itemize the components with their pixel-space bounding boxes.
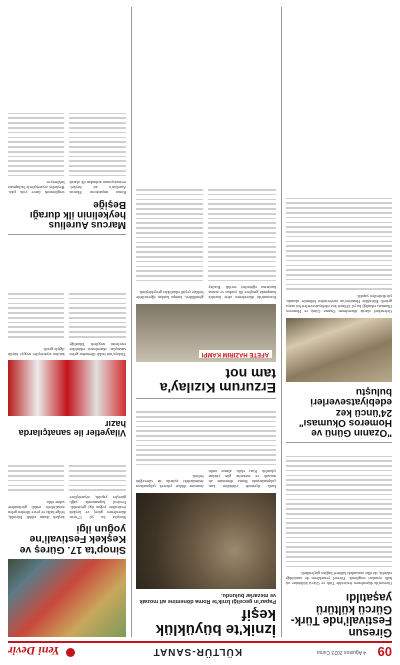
column-divider xyxy=(286,442,392,443)
masthead xyxy=(8,641,392,659)
article-marcus xyxy=(8,110,126,230)
article-divider xyxy=(136,398,276,399)
article-homeros xyxy=(286,194,392,437)
article-giresun xyxy=(286,452,392,637)
article-vilayet xyxy=(8,290,126,437)
photo-iznik xyxy=(136,493,276,589)
article-divider-right xyxy=(8,234,126,235)
brand-name: Yeni Devir xyxy=(8,644,60,658)
body-iznik: İznik ilçesinde yürütülen kazı çalışmalarında Roma dönemine ait mozaik ve mezarlar gün yüzüne çıkarıldı. Kazı ekibi, alanın tarihi önemine dikkat çekerek çalışmaların önümüzdeki aylarda da süreceğini belirtti. xyxy=(136,469,276,490)
body-homeros: Geleneksel olarak düzenlenen Ozanın Günü ve Homeros Okuması etkinliği bu yıl 24'üncü kez edebiyatseverleri bir araya getirdi. Etkinlikte Homeros'un eserlerinden bölümler okundu, şiir dinletileri yapıldı. xyxy=(286,294,392,315)
body-vilayet: Türkiye'nin farklı illerinden gelen sanatçılar, düzenlenen etkinlikte eserlerini sergiledi. Etkinliğe katılan ziyaretçiler sergiyi büyük ilgiyle gezdi. xyxy=(8,341,126,357)
brand-logo-icon xyxy=(66,648,75,657)
page-number: 09 xyxy=(377,644,392,659)
body-erzurum: Erzurum'da düzenlenen afete hazırlık kampında gençlere ilk yardım ve arama kurtarma eğitimleri verildi. Kızılay gönüllüleri, kampa katılan öğrencilerle birlikte çeşitli etkinlikler gerçekleştirdi. xyxy=(136,285,276,301)
column-divider-vertical-2 xyxy=(131,7,132,637)
column-divider-vertical xyxy=(281,7,282,637)
publication-date: 4 Ağustos 2023 Cuma xyxy=(316,649,366,655)
headline-homeros: "Ozanın Günü ve Homeros Okuması" 24'üncü kez edebiyatseverleri buluştu xyxy=(298,386,392,438)
body-marcus: Roma imparatoru Marcus Aurelius'a ait heykel, restorasyonun ardından ilk olarak sergilenmek üzere yola çıktı. Heykelin ziyaretçilerle buluşması bekleniyor. xyxy=(8,180,126,196)
article-sinop xyxy=(8,462,126,637)
article-erzurum xyxy=(136,186,276,395)
headline-iznik: İznik'te büyüklük keşif xyxy=(155,605,276,638)
article-iznik xyxy=(136,408,276,637)
headline-erzurum: Erzurum Kızılay'a tam not xyxy=(159,365,276,396)
headline-sinop: Sinop'ta 17. Güreş ve Keşkek Festivali'ne yoğun ilgi xyxy=(19,522,126,556)
photo-sinop xyxy=(8,559,126,637)
photo-erzurum xyxy=(136,304,276,362)
headline-giresun: Giresun Festivali'nde Türk-Gürcü kültürü yaşatıldı xyxy=(290,590,392,638)
photo-vilayet xyxy=(8,360,126,416)
section-title: KÜLTÜR-SANAT xyxy=(152,646,242,657)
body-giresun: Giresun'da düzenlenen festivalde Türk ve Gürcü kültürüne ait halk oyunları sergilendi. Yöresel yemeklerin de tanıtıldığı etkinlik, iki ülke arasındaki kültürel bağları güçlendirdi. xyxy=(286,571,392,587)
headline-vilayet: Vilayetler ile sanatçılarda hazır xyxy=(18,418,126,438)
kicker-erzurum: AFETE HAZIRIM KAMPI xyxy=(199,350,272,358)
subhead-iznik: Papaz'ın geceliği İznik'te Roma dönemine ait mozaik ve mezarlar bulundu. xyxy=(139,592,276,605)
photo-homeros xyxy=(286,318,392,382)
body-sinop: Sinop'ta bu yıl 17'ncisi düzenlenen güreş ve keşkek festivaline yoğun ilgi gösterildi. Festival kapsamında yağlı güreşler yapıldı, ziyaretçilere keşkek ikram edildi. Etkinlik, bölge halkı ve çevre illerden gelen misafirlerle renkli görüntülere sahne oldu. xyxy=(8,494,126,520)
headline-marcus: Marcus Aurelius heykelinin ilk durağı Beşiğe xyxy=(29,198,126,230)
